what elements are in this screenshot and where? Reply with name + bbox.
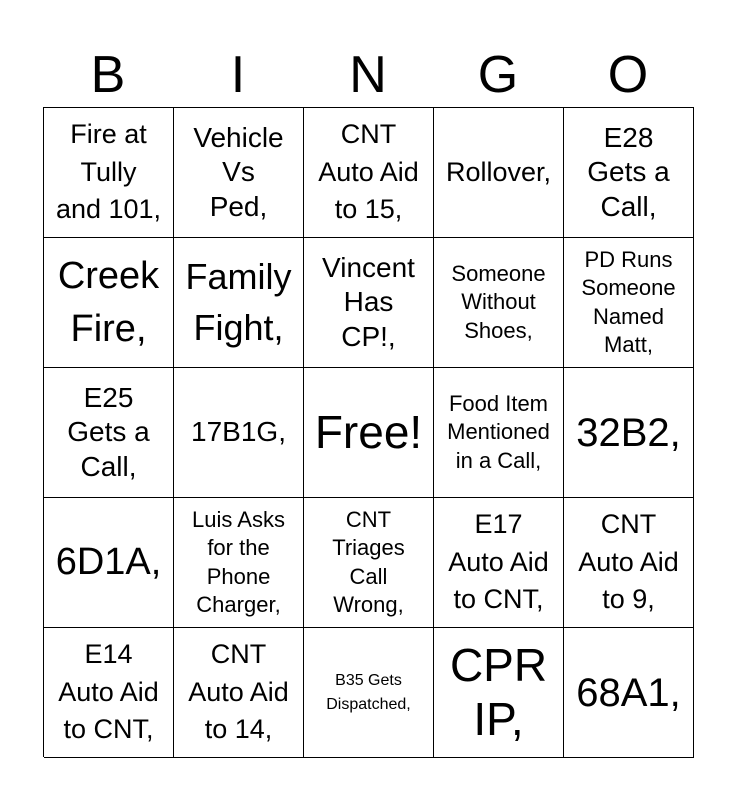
bingo-cell[interactable] — [174, 238, 304, 368]
header-letter-i: I — [230, 46, 246, 104]
bingo-cell[interactable] — [44, 108, 174, 238]
cell-text: Vehicle Vs Ped, — [193, 122, 284, 222]
cell-text: Food Item Mentioned in a Call, — [447, 391, 550, 473]
header-letter-n: N — [349, 46, 387, 104]
cell-text: CNT Auto Aid to 14, — [188, 638, 289, 745]
bingo-cell[interactable] — [304, 498, 434, 628]
bingo-cell[interactable] — [434, 368, 564, 498]
cell-text: Creek Fire, — [57, 255, 160, 350]
bingo-cell[interactable] — [564, 498, 694, 628]
bingo-cell[interactable] — [174, 108, 304, 238]
bingo-cell[interactable] — [434, 108, 564, 238]
cell-text: E17 Auto Aid to CNT, — [448, 508, 549, 615]
cell-text: CNT Auto Aid to 15, — [318, 118, 419, 225]
bingo-cell[interactable] — [44, 498, 174, 628]
bingo-cell[interactable] — [434, 628, 564, 758]
header-letter-g: G — [477, 46, 519, 104]
bingo-cell[interactable] — [304, 108, 434, 238]
cell-text: 17B1G, — [191, 416, 286, 448]
bingo-cell[interactable] — [174, 498, 304, 628]
bingo-cell[interactable] — [174, 368, 304, 498]
cell-text: E28 Gets a Call, — [587, 122, 670, 222]
bingo-cell[interactable] — [44, 368, 174, 498]
cell-text: Free! — [314, 405, 423, 458]
bingo-cell[interactable] — [564, 628, 694, 758]
bingo-cell[interactable] — [564, 238, 694, 368]
bingo-header — [43, 44, 693, 106]
cell-text: 6D1A, — [55, 541, 162, 584]
bingo-cell[interactable] — [564, 368, 694, 498]
bingo-cell[interactable] — [434, 238, 564, 368]
header-letter-o: O — [607, 46, 649, 104]
header-letter-b: B — [90, 46, 126, 104]
cell-text: PD Runs Someone Named Matt, — [581, 247, 676, 357]
bingo-cell[interactable] — [304, 238, 434, 368]
cell-text: E14 Auto Aid to CNT, — [58, 638, 159, 745]
cell-text: 32B2, — [576, 410, 681, 455]
cell-text: CNT Triages Call Wrong, — [332, 507, 405, 617]
cell-text: CPR IP, — [449, 638, 548, 745]
bingo-cell[interactable] — [304, 628, 434, 758]
cell-text: Family Fight, — [185, 256, 292, 348]
cell-text: Vincent Has CP!, — [322, 252, 415, 352]
bingo-cell[interactable] — [44, 238, 174, 368]
cell-text: Rollover, — [445, 156, 552, 187]
cell-text: CNT Auto Aid to 9, — [578, 508, 679, 615]
cell-text: Someone Without Shoes, — [451, 261, 546, 343]
bingo-board — [43, 107, 694, 757]
bingo-cell[interactable] — [434, 498, 564, 628]
bingo-cell[interactable] — [564, 108, 694, 238]
cell-text: 68A1, — [576, 670, 681, 715]
cell-text: E25 Gets a Call, — [67, 382, 150, 482]
cell-text: Fire at Tully and 101, — [55, 118, 162, 225]
bingo-cell[interactable] — [44, 628, 174, 758]
cell-text: B35 Gets Dispatched, — [326, 671, 411, 713]
free-space[interactable] — [304, 368, 434, 498]
bingo-cell[interactable] — [174, 628, 304, 758]
cell-text: Luis Asks for the Phone Charger, — [192, 507, 285, 617]
